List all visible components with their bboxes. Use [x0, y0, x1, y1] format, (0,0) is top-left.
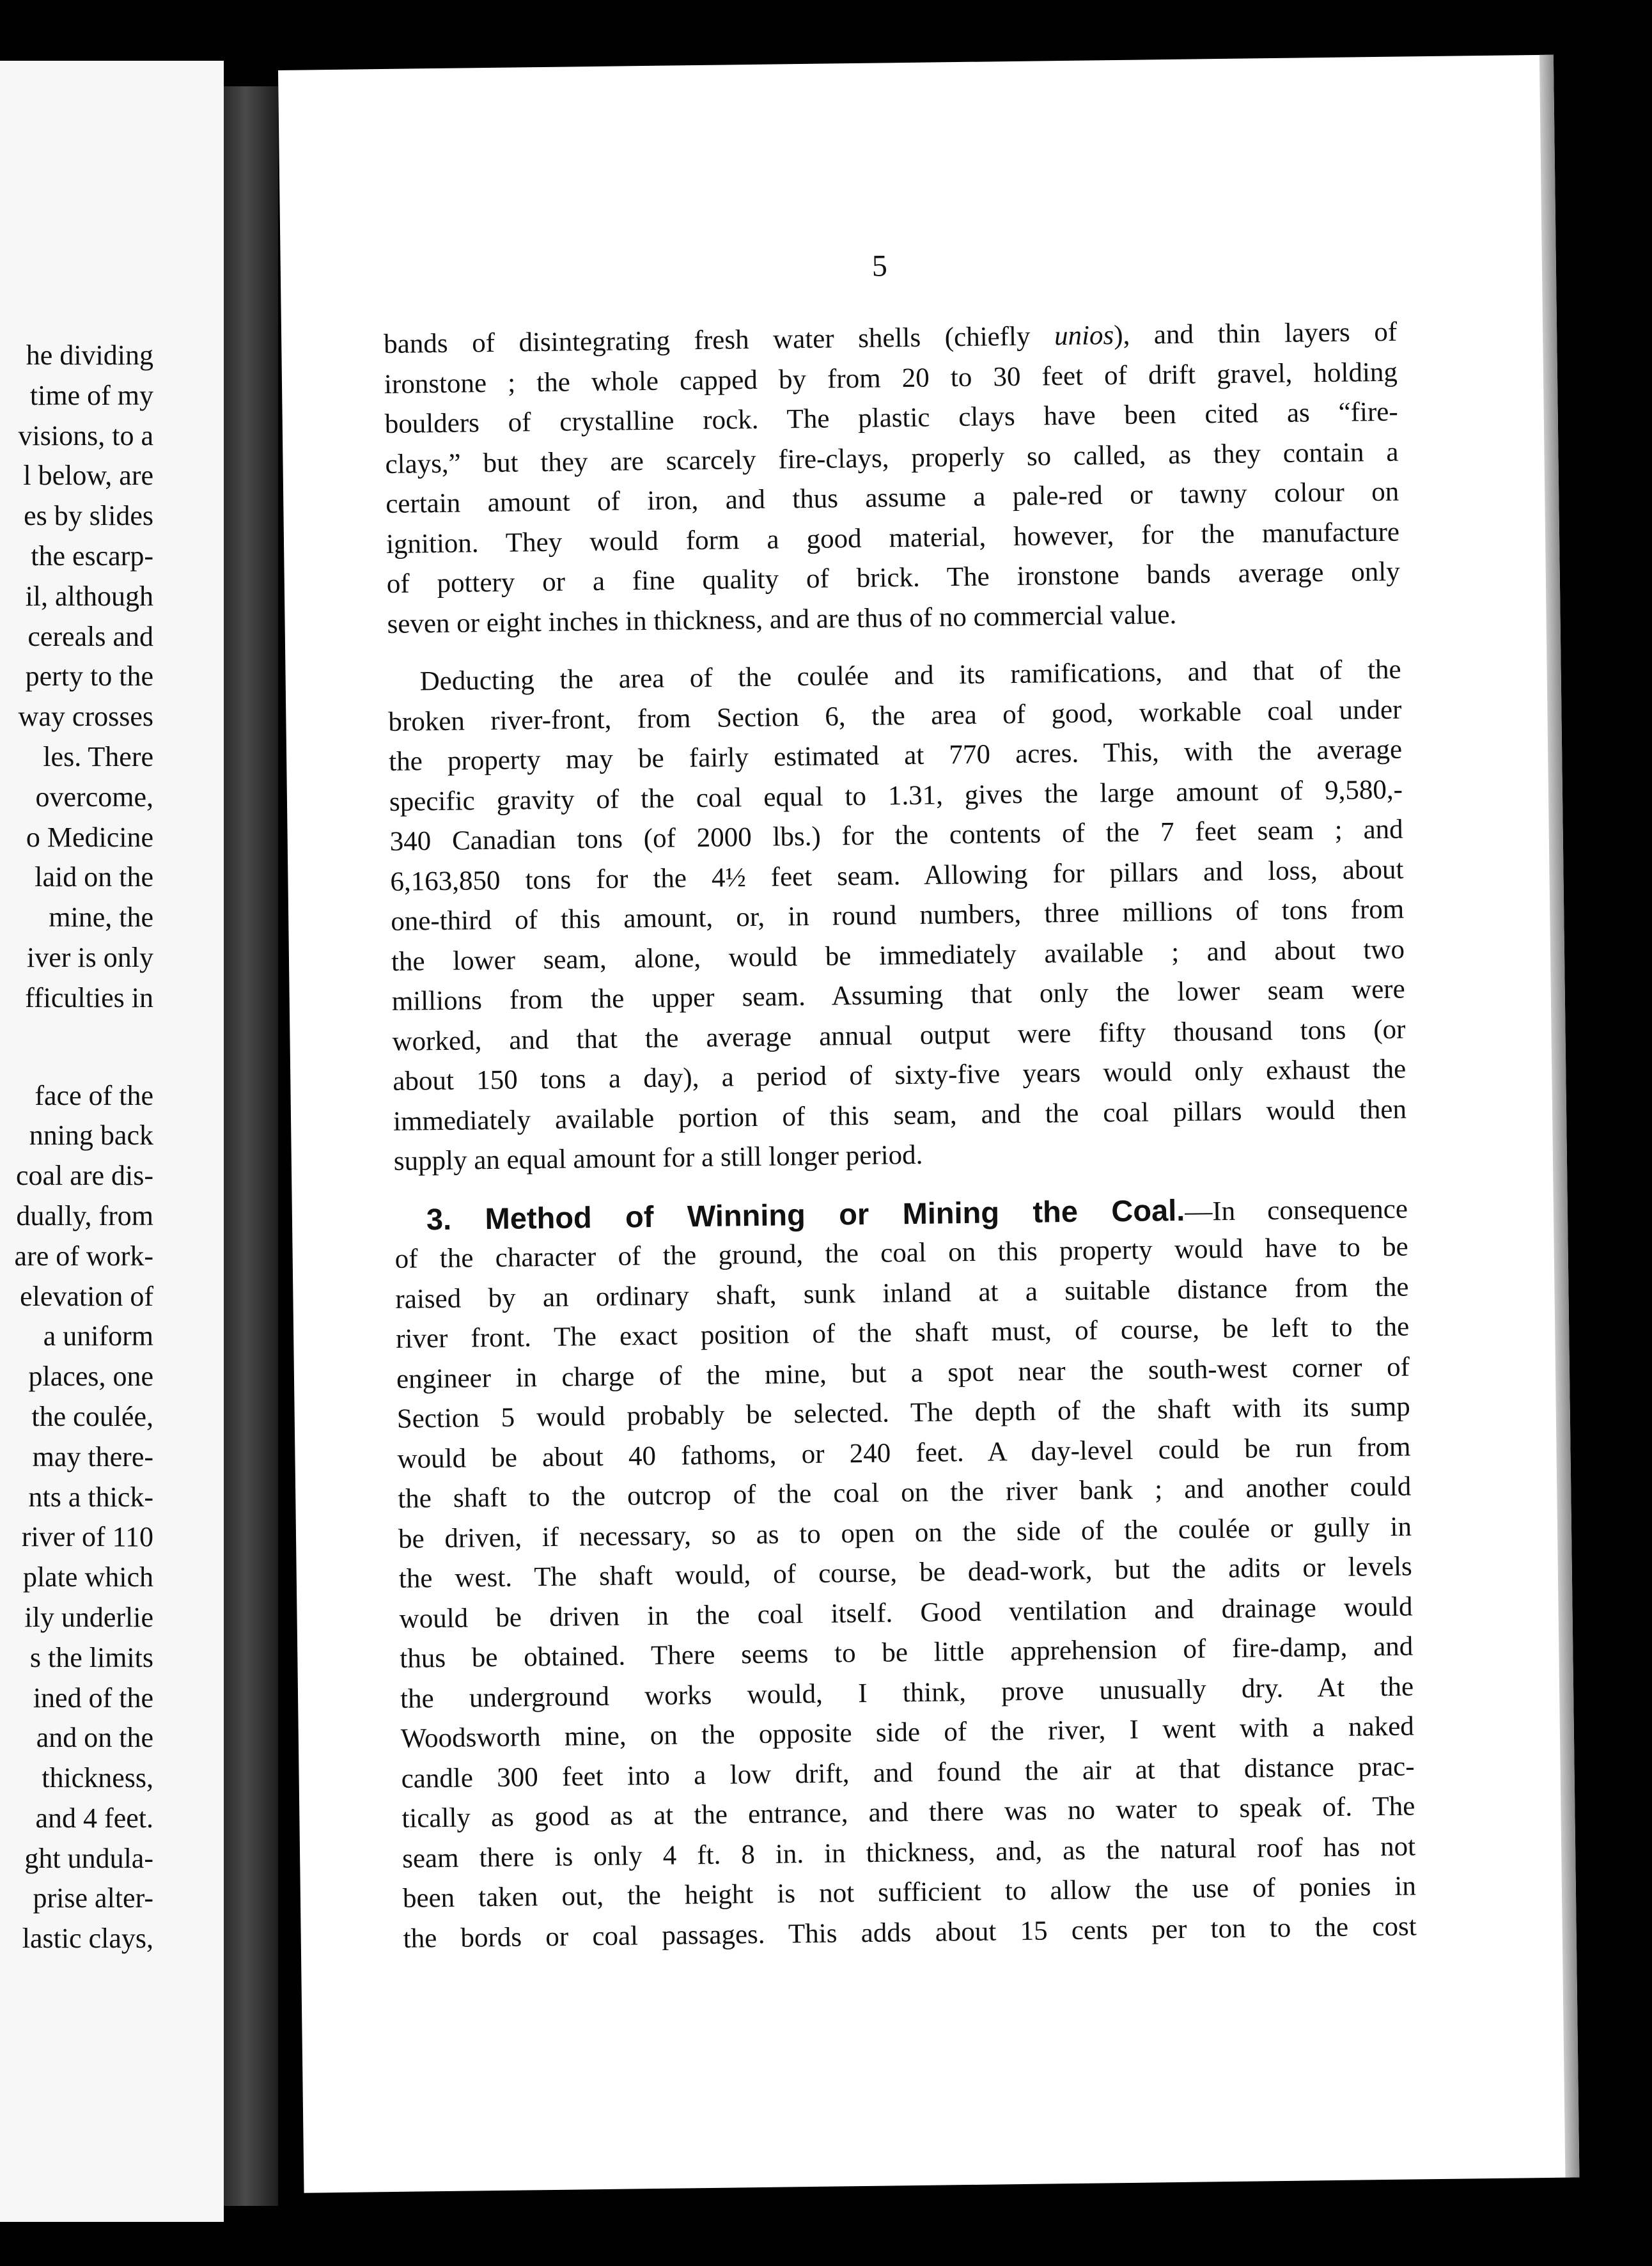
text-line: specific gravity of the coal equal to 1.31, gives the large amount of 9,580,-	[389, 774, 1403, 817]
text-line: been taken out, the height is not sufficient to allow the use of ponies in	[402, 1871, 1417, 1914]
left-fragment: nts a thick-	[28, 1481, 153, 1513]
text-line: seam there is only 4 ft. 8 in. in thickness, and, as the natural roof has not	[401, 1831, 1416, 1874]
left-page	[0, 61, 224, 2222]
text-line: one-third of this amount, or, in round numbers, three millions of tons from	[390, 894, 1405, 937]
text-line: Woodsworth mine, on the opposite side of the river, I went with a naked	[400, 1711, 1415, 1754]
text-line: thus be obtained. There seems to be little apprehension of fire-damp, and	[400, 1631, 1414, 1674]
text-line: millions from the upper seam. Assuming that only the lower seam were	[391, 974, 1405, 1017]
left-fragment: dually, from	[16, 1199, 153, 1231]
text-line: broken river-front, from Section 6, the area of good, workable coal under	[388, 694, 1402, 737]
text-line: the underground works would, I think, prove unusually dry. At the	[400, 1671, 1414, 1714]
paragraph-2	[387, 650, 1407, 1182]
text-line: candle 300 feet into a low drift, and found the air at that distance prac-	[401, 1751, 1415, 1794]
left-fragment	[0, 1019, 153, 1076]
text-line: seven or eight inches in thickness, and are thus of no commercial value.	[387, 599, 1177, 639]
left-fragment: iver is only	[27, 941, 153, 973]
text-line: bands of disintegrating fresh water shells (chiefly unios), and thin layers of	[383, 316, 1398, 360]
left-fragment: places, one	[28, 1361, 153, 1393]
left-fragment: fficulties in	[25, 981, 153, 1013]
left-fragment: ily underlie	[24, 1601, 153, 1633]
text-line: worked, and that the average annual output were fifty thousand tons (or	[392, 1014, 1406, 1057]
left-fragment: time of my	[29, 379, 153, 411]
section-3	[394, 1187, 1417, 1959]
left-fragment: mine, the	[49, 902, 153, 934]
text-line: boulders of crystalline rock. The plastic clays have been cited as “fire-	[384, 396, 1398, 440]
right-page	[278, 55, 1579, 2193]
page-edge	[1539, 55, 1580, 2178]
text-line: ignition. They would form a good material, however, for the manufacture	[386, 517, 1400, 559]
text-line: would be driven in the coal itself. Good ventilation and drainage would	[399, 1591, 1413, 1634]
left-fragment: coal are dis-	[16, 1160, 153, 1192]
left-fragment: les. There	[43, 740, 153, 772]
left-fragment: a uniform	[43, 1320, 153, 1352]
left-fragment: prise alter-	[33, 1882, 153, 1914]
left-fragment: are of work-	[14, 1240, 153, 1272]
left-fragment: the coulée,	[31, 1400, 153, 1432]
text-line: be driven, if necessary, so as to open on the side of the coulée or gully in	[398, 1512, 1412, 1554]
left-fragment: o Medicine	[26, 821, 153, 853]
text-line: immediately available portion of this seam, and the coal pillars would then	[393, 1094, 1407, 1137]
text-line: about 150 tons a day), a period of sixty-five years would only exhaust the	[393, 1054, 1407, 1097]
left-fragment: laid on the	[35, 861, 153, 893]
left-fragment: visions, to a	[18, 419, 153, 451]
left-fragment: and 4 feet.	[35, 1802, 153, 1834]
text-line: of the character of the ground, the coal on this property would have to be	[394, 1231, 1408, 1274]
left-fragment: ght undula-	[24, 1842, 153, 1874]
left-fragment: way crosses	[18, 701, 153, 733]
text-line: engineer in charge of the mine, but a spot near the south-west corner of	[396, 1352, 1410, 1395]
text-line: the lower seam, alone, would be immediately available ; and about two	[391, 934, 1405, 977]
left-fragment: the escarp-	[31, 540, 153, 572]
left-fragment: perty to the	[25, 660, 153, 692]
text-line: the bords or coal passages. This adds about 15 cents per ton to the cost	[403, 1910, 1417, 1954]
text-line: the west. The shaft would, of course, be dead-work, but the adits or levels	[398, 1551, 1413, 1594]
text-line: the shaft to the outcrop of the coal on the river bank ; and another could	[398, 1471, 1412, 1514]
left-fragment: overcome,	[35, 781, 153, 813]
text-line: Section 5 would probably be selected. The depth of the shaft with its sump	[396, 1391, 1410, 1434]
left-fragment: thickness,	[42, 1762, 153, 1794]
left-fragment: s the limits	[29, 1641, 153, 1673]
text-line: would be about 40 fathoms, or 240 feet. A day-level could be run from	[397, 1432, 1411, 1474]
text-line: tically as good as at the entrance, and there was no water to speak of. The	[401, 1791, 1415, 1834]
page-number: 5	[871, 249, 888, 283]
book-gutter	[224, 86, 278, 2206]
left-fragment: lastic clays,	[22, 1923, 153, 1955]
left-fragment: l below, are	[23, 460, 153, 492]
left-fragment: river of 110	[21, 1521, 153, 1553]
left-fragment: plate which	[22, 1561, 153, 1593]
body-text	[384, 313, 1417, 1959]
left-fragment: elevation of	[20, 1280, 153, 1312]
section-heading-continuation: —In consequence	[1185, 1194, 1408, 1227]
section-heading: 3. Method of Winning or Mining the Coal.	[426, 1192, 1185, 1236]
left-fragment: es by slides	[24, 500, 153, 532]
left-page-text	[0, 336, 153, 1959]
text-line: 6,163,850 tons for the 4½ feet seam. Allowing for pillars and loss, about	[390, 854, 1404, 897]
text-line: of pottery or a fine quality of brick. The ironstone bands average only	[386, 556, 1400, 599]
left-fragment: and on the	[36, 1722, 153, 1754]
text-line: ironstone ; the whole capped by from 20 to 30 feet of drift gravel, holding	[384, 357, 1398, 400]
left-fragment: face of the	[35, 1079, 153, 1111]
paragraph-1	[384, 313, 1401, 645]
text-line: 340 Canadian tons (of 2000 lbs.) for the contents of the 7 feet seam ; and	[389, 814, 1403, 857]
text-line: clays,” but they are scarcely fire-clays, properly so called, as they contain a	[385, 437, 1399, 480]
left-fragment: he dividing	[26, 340, 153, 371]
left-fragment: may there-	[32, 1441, 153, 1473]
text-line: raised by an ordinary shaft, sunk inland at a suitable distance from the	[395, 1272, 1409, 1315]
left-fragment: ined of the	[33, 1682, 153, 1714]
text-line: river front. The exact position of the shaft must, of course, be left to the	[395, 1311, 1410, 1354]
left-fragment: nning back	[29, 1120, 153, 1152]
left-fragment: cereals and	[27, 620, 153, 652]
left-fragment: il, although	[25, 580, 153, 612]
text-line: certain amount of iron, and thus assume a pale-red or tawny colour on	[386, 476, 1399, 519]
text-line: the property may be fairly estimated at 770 acres. This, with the average	[388, 734, 1403, 777]
text-line: supply an equal amount for a still longer period.	[393, 1139, 923, 1176]
text-line: Deducting the area of the coulée and its ramifications, and that of the	[419, 654, 1401, 697]
